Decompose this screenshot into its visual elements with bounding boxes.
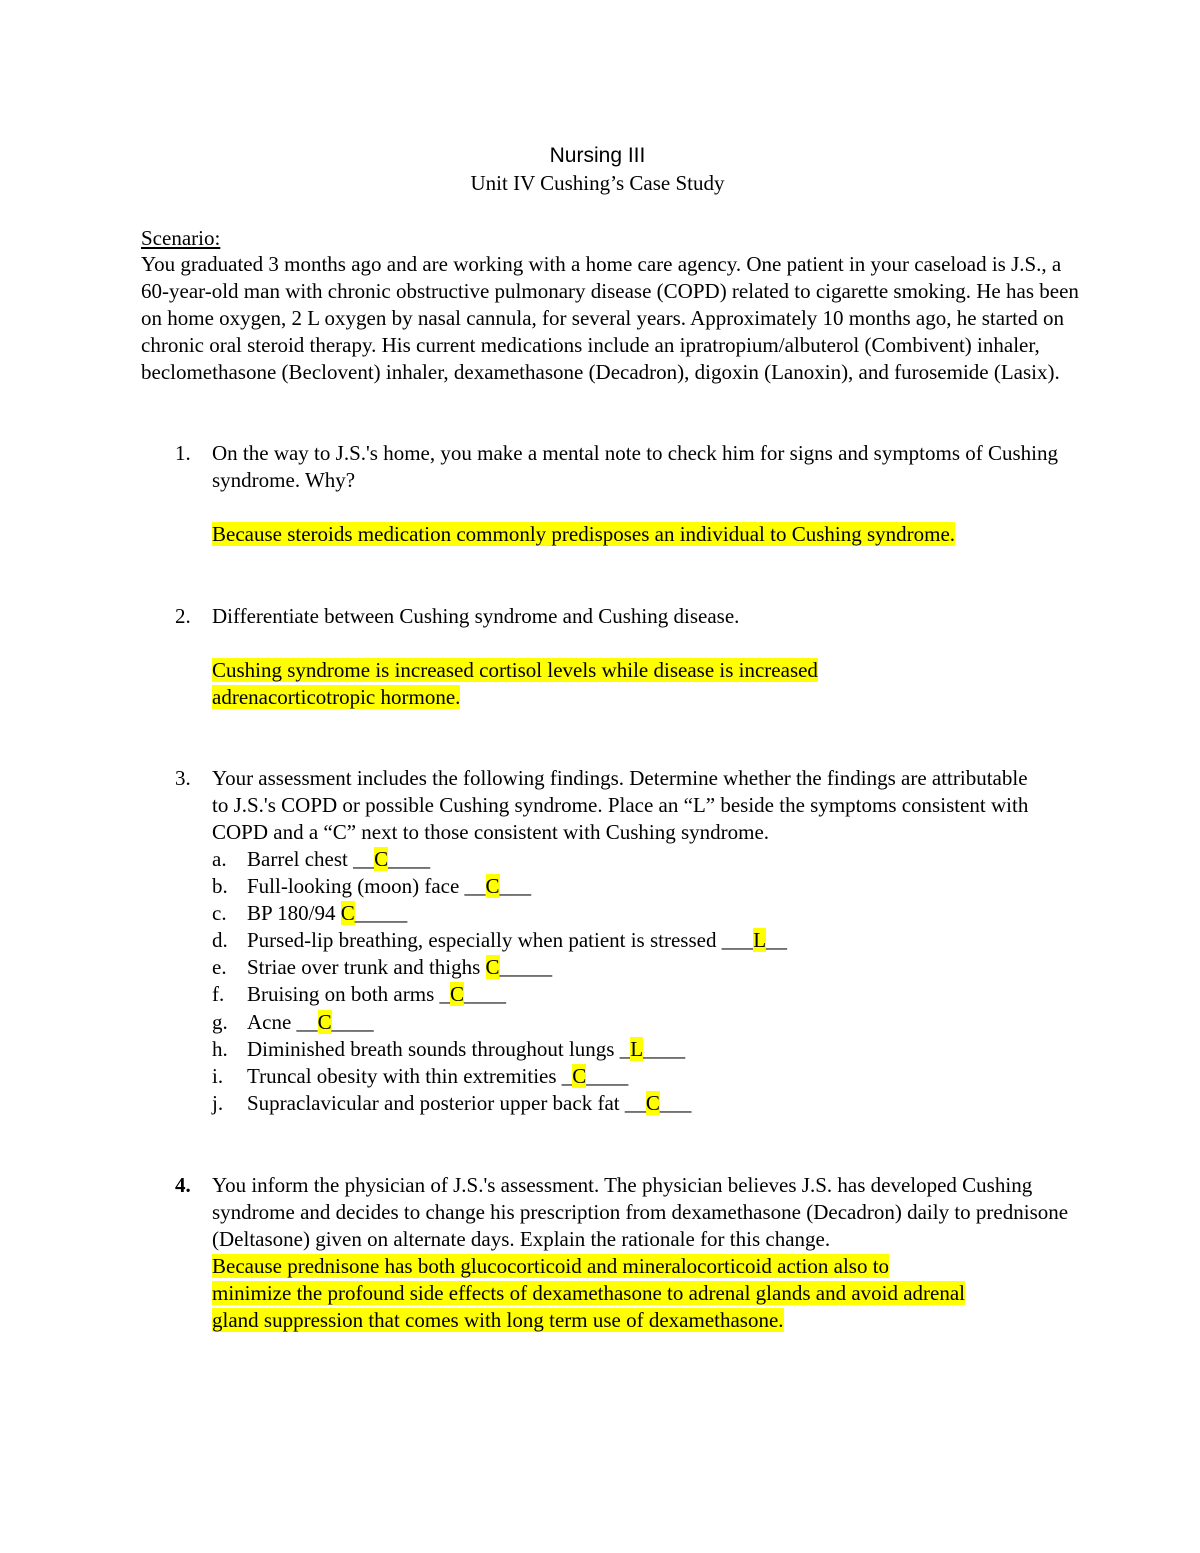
item-mark: L xyxy=(753,928,767,953)
item-text: Truncal obesity with thin extremities _ xyxy=(247,1063,573,1088)
finding-item xyxy=(212,1009,1071,1036)
question-1 xyxy=(141,440,1071,548)
item-mark: L xyxy=(630,1036,644,1061)
item-text: Striae over trunk and thighs xyxy=(247,955,486,980)
finding-item xyxy=(212,900,1071,927)
item-blank: _____ xyxy=(354,901,408,926)
answer-text-line-2: minimize the profound side effects of dexamethasone to adrenal glands and avoid adrenal xyxy=(212,1281,966,1305)
answer xyxy=(212,657,1071,711)
item-text: Pursed-lip breathing, especially when patient is stressed ___ xyxy=(247,928,754,953)
question-number: 3. xyxy=(175,766,191,790)
item-text: Acne __ xyxy=(247,1009,318,1034)
item-text: Bruising on both arms _ xyxy=(247,982,450,1007)
question-number: 2. xyxy=(175,604,191,628)
item-blank: ____ xyxy=(643,1036,686,1061)
question-4 xyxy=(141,1172,1071,1334)
finding-item xyxy=(212,873,1071,900)
finding-item xyxy=(212,1036,1071,1063)
finding-item xyxy=(212,981,1071,1008)
scenario-label: Scenario: xyxy=(141,226,221,250)
item-letter: j. xyxy=(212,1090,224,1115)
question-number: 1. xyxy=(175,441,191,465)
item-mark: C xyxy=(340,901,355,926)
answer xyxy=(212,521,1071,548)
finding-item xyxy=(212,1090,1071,1117)
item-letter: a. xyxy=(212,847,227,871)
item-text: Diminished breath sounds throughout lungs _ xyxy=(247,1036,631,1061)
item-letter: g. xyxy=(212,1009,228,1034)
item-text: Supraclavicular and posterior upper back fat __ xyxy=(247,1090,646,1115)
item-letter: e. xyxy=(212,955,227,980)
item-mark: C xyxy=(317,1009,332,1034)
findings-list xyxy=(212,846,1071,1117)
question-text: Differentiate between Cushing syndrome and Cushing disease. xyxy=(212,604,740,628)
item-blank: ___ xyxy=(499,874,532,899)
item-text: BP 180/94 xyxy=(247,901,341,926)
answer xyxy=(212,1253,1071,1334)
scenario-text: You graduated 3 months ago and are working with a home care agency. One patient in your caseload is J.S., a 60-year-old man with chronic obstructive pulmonary disease (COPD) related to cigarette smoking. He has been on home oxygen, 2 L oxygen by nasal cannula, for several years. Approximately 10 months ago, he started on chronic oral steroid therapy. His current medications include an ipratropium/albuterol (Combivent) inhaler, beclomethasone (Beclovent) inhaler, dexamethasone (Decadron), digoxin (Lanoxin), and furosemide (Lasix). xyxy=(141,252,1079,384)
document-title: Nursing III xyxy=(549,144,646,167)
finding-item xyxy=(212,927,1071,954)
item-letter: d. xyxy=(212,928,228,953)
item-letter: c. xyxy=(212,901,227,926)
answer-text-line-1: Because prednisone has both glucocorticoid and mineralocorticoid action also to xyxy=(212,1254,890,1278)
question-text: On the way to J.S.'s home, you make a mental note to check him for signs and symptoms of Cushing syndrome. Why? xyxy=(212,441,1059,492)
answer-text: Because steroids medication commonly predisposes an individual to Cushing syndrome. xyxy=(212,522,956,546)
question-3 xyxy=(141,765,1071,1117)
item-mark: C xyxy=(450,982,465,1007)
item-letter: b. xyxy=(212,874,228,899)
item-mark: C xyxy=(485,874,500,899)
item-text: Barrel chest __ xyxy=(247,847,375,871)
item-blank: ___ xyxy=(659,1090,692,1115)
finding-item xyxy=(212,954,1071,981)
document-subtitle: Unit IV Cushing’s Case Study xyxy=(470,171,725,195)
item-letter: f. xyxy=(212,982,225,1007)
item-blank: ____ xyxy=(388,847,431,871)
question-2 xyxy=(141,603,1071,711)
answer-text-line-1: Cushing syndrome is increased cortisol levels while disease is increased xyxy=(212,658,818,682)
item-text: Full-looking (moon) face __ xyxy=(247,874,486,899)
item-blank: ____ xyxy=(586,1063,629,1088)
finding-item xyxy=(212,1063,1071,1090)
item-blank: ____ xyxy=(331,1009,374,1034)
item-letter: i. xyxy=(212,1063,224,1088)
question-text: Your assessment includes the following findings. Determine whether the findings are attributable to J.S.'s COPD or possible Cushing syndrome. Place an “L” beside the symptoms consistent with COPD and a “C” next to those consistent with Cushing syndrome. xyxy=(212,766,1029,844)
item-mark: C xyxy=(572,1063,587,1088)
question-number: 4. xyxy=(175,1173,191,1197)
item-mark: C xyxy=(645,1090,660,1115)
item-mark: C xyxy=(374,847,389,871)
item-blank: __ xyxy=(766,928,788,953)
item-mark: C xyxy=(485,955,500,980)
item-blank: _____ xyxy=(499,955,553,980)
finding-item xyxy=(212,846,1071,873)
item-letter: h. xyxy=(212,1036,228,1061)
question-text: You inform the physician of J.S.'s assessment. The physician believes J.S. has developed Cushing syndrome and decides to change his prescription from dexamethasone (Decadron) daily to prednisone (Deltasone) given on alternate days. Explain the rationale for this change. xyxy=(212,1173,1069,1251)
answer-text-line-2: adrenacorticotropic hormone. xyxy=(212,685,461,709)
item-blank: ____ xyxy=(464,982,507,1007)
answer-text-line-3: gland suppression that comes with long term use of dexamethasone. xyxy=(212,1308,784,1332)
